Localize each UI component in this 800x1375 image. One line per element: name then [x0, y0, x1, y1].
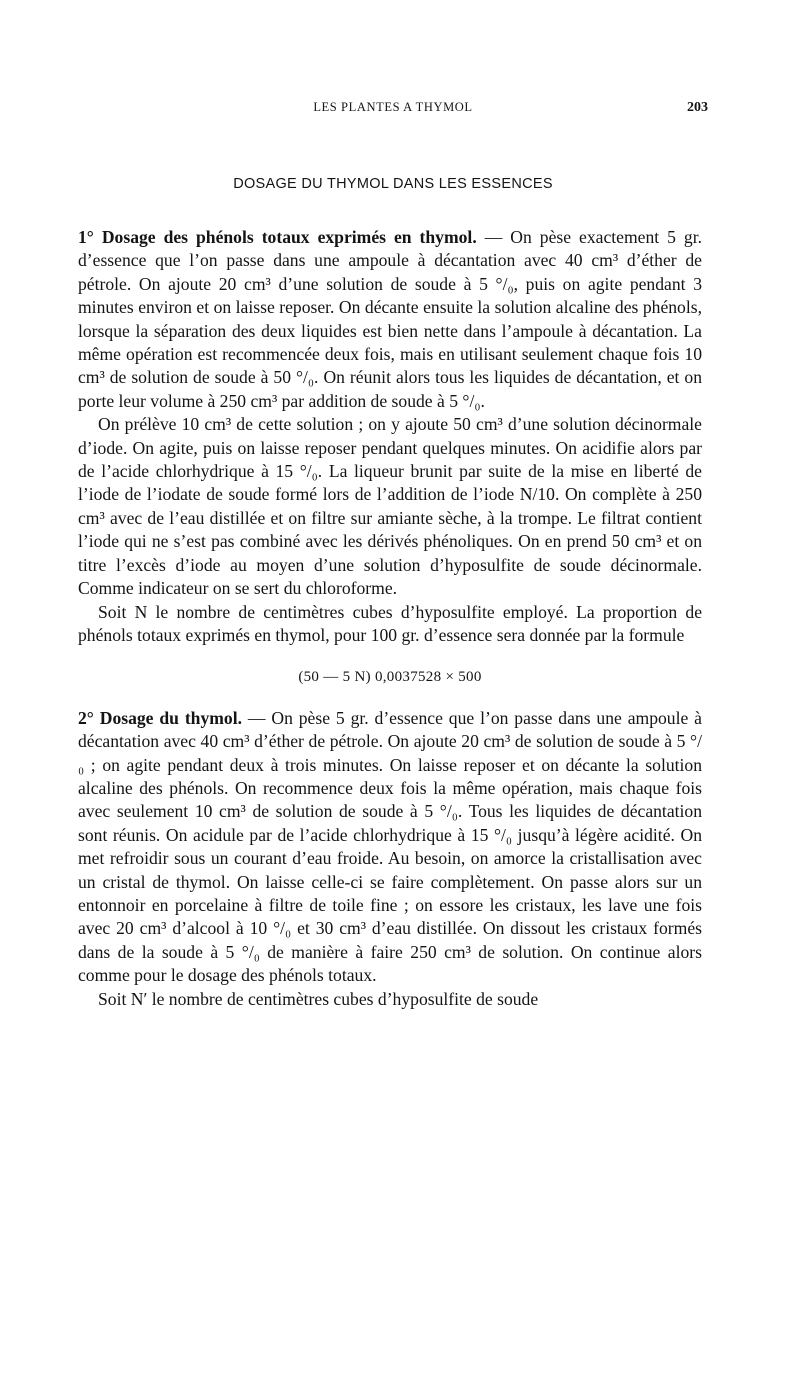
section2-paragraph-1 — [78, 707, 702, 988]
section2-paragraph-1-text: — On pèse 5 gr. d’essence que l’on passe dans une ampoule à décantation avec 40 cm³ d’éther de pétrole. On ajoute 20 cm³ de solution de soude à 5 °/₀ ; on agite pendant deux à trois minutes. On laisse reposer et on décante la solution alcaline des phénols. On recommence deux fois la même opération, mais chaque fois avec seulement 10 cm³ de solution de soude à 5 °/₀. Tous les liquides de décantation sont réunis. On acidule par de l’acide chlorhydrique à 15 °/₀ jusqu’à légère acidité. On met refroidir sous un courant d’eau froide. Au besoin, on amorce la cristallisation avec un cristal de thymol. On laisse celle-ci se faire complètement. On passe alors sur un entonnoir en porcelaine à filtre de toile fine ; on essore les cristaux, les lave une fois avec 20 cm³ d’alcool à 10 °/₀ et 30 cm³ d’eau distillée. On dissout les cristaux formés dans de la soude à 5 °/₀ de manière à faire 250 cm³ de solution. On continue alors comme pour le dosage des phénols totaux. — [78, 707, 702, 986]
section2-paragraph-2: Soit N′ le nombre de centimètres cubes d’hyposulfite de soude — [98, 988, 539, 1009]
page-number: 203 — [687, 100, 708, 115]
running-title: LES PLANTES A THYMOL — [313, 100, 473, 114]
section1-paragraph-1 — [78, 226, 702, 413]
running-head — [78, 100, 708, 124]
section2-heading: Dosage du thymol. — [99, 707, 242, 728]
section-title: DOSAGE DU THYMOL DANS LES ESSENCES — [233, 176, 553, 192]
section1-paragraph-2: On prélève 10 cm³ de cette solution ; on y ajoute 50 cm³ d’une solution décinormale d’iode. On agite, puis on laisse reposer pendant quelques minutes. On acidifie alors par de l’acide chlorhydrique à 15 °/₀. La liqueur brunit par suite de la mise en liberté de l’iode de l’iodate de soude formé lors de l’addition de l’iode N/10. On complète à 250 cm³ avec de l’eau distillée et on filtre sur amiante sèche, à la trompe. Le filtrat contient l’iode qui ne s’est pas combiné avec les dérivés phénoliques. On en prend 50 cm³ et on titre l’excès d’iode au moyen d’une solution d’hyposulfite de soude décinormale. Comme indicateur on se sert du chloroforme. — [78, 414, 702, 599]
thymol-formula: (50 — 5 N) 0,0037528 × 500 — [298, 669, 482, 686]
body-text — [78, 226, 702, 1011]
section1-number: 1° — [78, 227, 94, 247]
section1-paragraph-1-text: — On pèse exactement 5 gr. d’essence que l’on passe dans une ampoule à décantation avec 40 cm³ d’éther de pétrole. On ajoute 20 cm³ d’une solution de soude à 5 °/₀, puis on agite pendant 3 minutes environ et on laisse reposer. On décante ensuite la solution alcaline des phénols, lorsque la séparation des deux liquides est bien nette dans l’ampoule à décantation. La même opération est recommencée deux fois, mais en utilisant seulement chaque fois 10 cm³ de solution de soude à 50 °/₀. On réunit alors tous les liquides de décantation, et on porte leur volume à 250 cm³ par addition de soude à 5 °/₀. — [78, 227, 702, 411]
section2-number: 2° — [78, 707, 94, 728]
section1-paragraph-3: Soit N le nombre de centimètres cubes d’hyposulfite employé. La proportion de phénols totaux exprimés en thymol, pour 100 gr. d’essence sera donnée par la formule — [78, 601, 702, 645]
section1-heading: Dosage des phénols totaux exprimés en thymol. — [101, 227, 477, 247]
